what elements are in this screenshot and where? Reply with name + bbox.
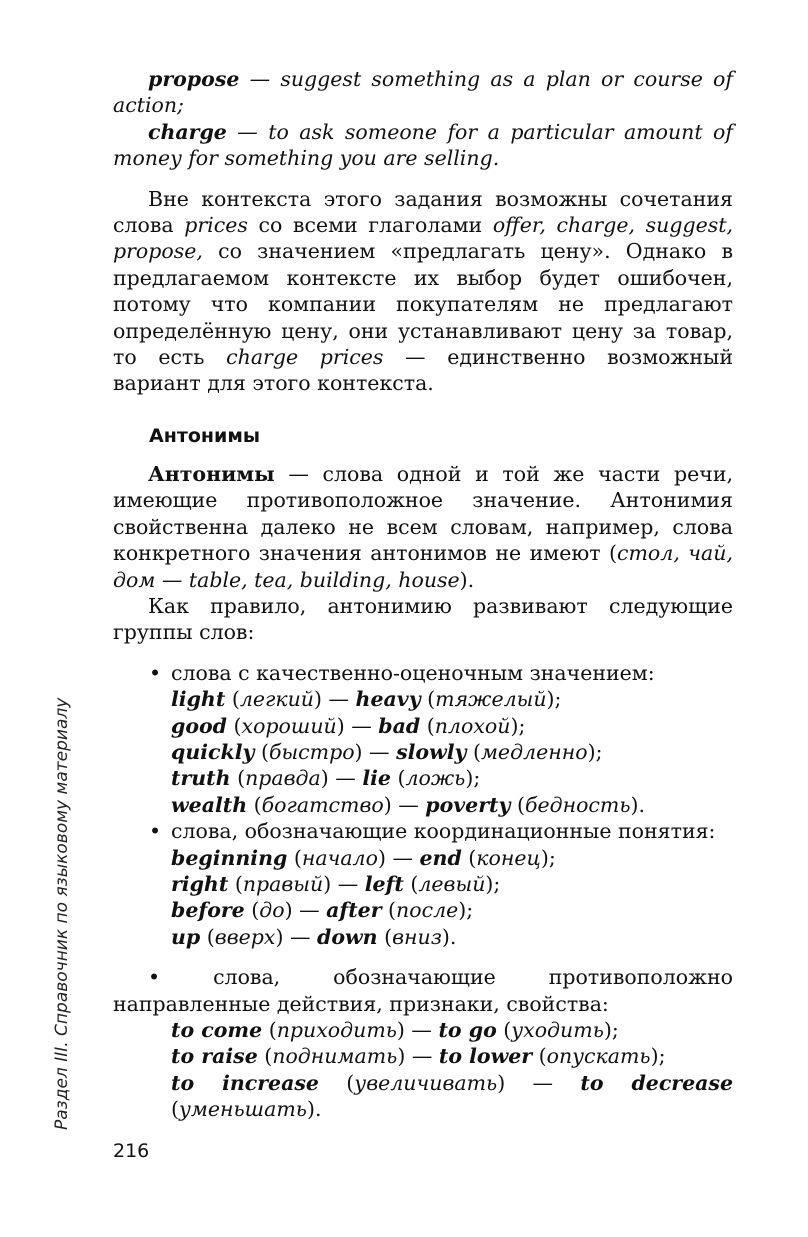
- page-number: 216: [113, 1140, 150, 1162]
- definition-text: to ask someone for a particular amount of money for something you are selling.: [113, 119, 733, 171]
- paragraph-context: Вне контекста этого задания возможны сочетания слова prices со всеми глаголами offer, charge, suggest, propose, со значением «предлагать цену». Однако в предлагаемом контексте их выбор будет ошибочен, потому что компании покупателям не предлагают определённую цену, они устанавливают цену за товар, то есть charge prices — единственно возможный вариант для этого контекста.: [113, 186, 733, 396]
- antonym-pair: before (до) — after (после);: [171, 898, 474, 923]
- antonym-pairs: [113, 686, 733, 818]
- antonym-pair: light (легкий) — heavy (тяжелый);: [171, 687, 562, 712]
- definition-charge: charge — to ask someone for a particular amount of money for something you are selling.: [113, 119, 733, 171]
- antonym-pair: to raise (поднимать) — to lower (опускать);: [171, 1044, 666, 1069]
- definition-text: suggest something as a plan or course of action;: [113, 67, 733, 118]
- list-item: • слова с качественно-оценочным значением:: [149, 660, 655, 685]
- antonym-pairs: [113, 1017, 733, 1123]
- antonym-pair: to increase (увеличивать) — to decrease (уменьшать).: [171, 1070, 734, 1122]
- list-item: • слова, обозначающие координационные понятия:: [149, 819, 716, 844]
- paragraph-groups-intro: Как правило, антонимию развивают следующие группы слов:: [113, 593, 733, 645]
- antonym-pair: truth (правда) — lie (ложь);: [171, 766, 481, 791]
- antonym-pairs: [113, 845, 733, 951]
- antonym-pair: right (правый) — left (левый);: [171, 871, 501, 896]
- bullet-icon: •: [149, 660, 162, 685]
- bullet-icon: •: [149, 819, 162, 844]
- definition-term: propose: [148, 67, 240, 91]
- definition-propose: propose — suggest something as a plan or course of action;: [113, 67, 733, 118]
- section-side-label: Раздел III. Справочник по языковому материалу: [52, 697, 72, 1130]
- antonym-pair: up (вверх) — down (вниз).: [171, 924, 457, 949]
- definition-term: charge: [148, 119, 227, 144]
- antonym-pair: beginning (начало) — end (конец);: [171, 845, 556, 870]
- list-item: • слова, обозначающие противоположно направленные действия, признаки, свойства:: [113, 965, 733, 1016]
- antonym-pair: wealth (богатство) — poverty (бедность).: [171, 792, 646, 817]
- page-content: [113, 66, 733, 1123]
- antonym-pair: good (хороший) — bad (плохой);: [171, 713, 526, 738]
- antonym-pair: quickly (быстро) — slowly (медленно);: [171, 739, 603, 764]
- antonym-pair: to come (приходить) — to go (уходить);: [171, 1018, 619, 1042]
- section-heading: Антонимы: [149, 424, 261, 447]
- paragraph-antonyms-definition: Антонимы — слова одной и той же части речи, имеющие противоположное значение. Антонимия свойственна далеко не всем словам, например, слова конкретного значения антонимов не имеют (стол, чай, дом — table, tea, building, house).: [113, 461, 733, 592]
- bullet-icon: •: [148, 965, 161, 990]
